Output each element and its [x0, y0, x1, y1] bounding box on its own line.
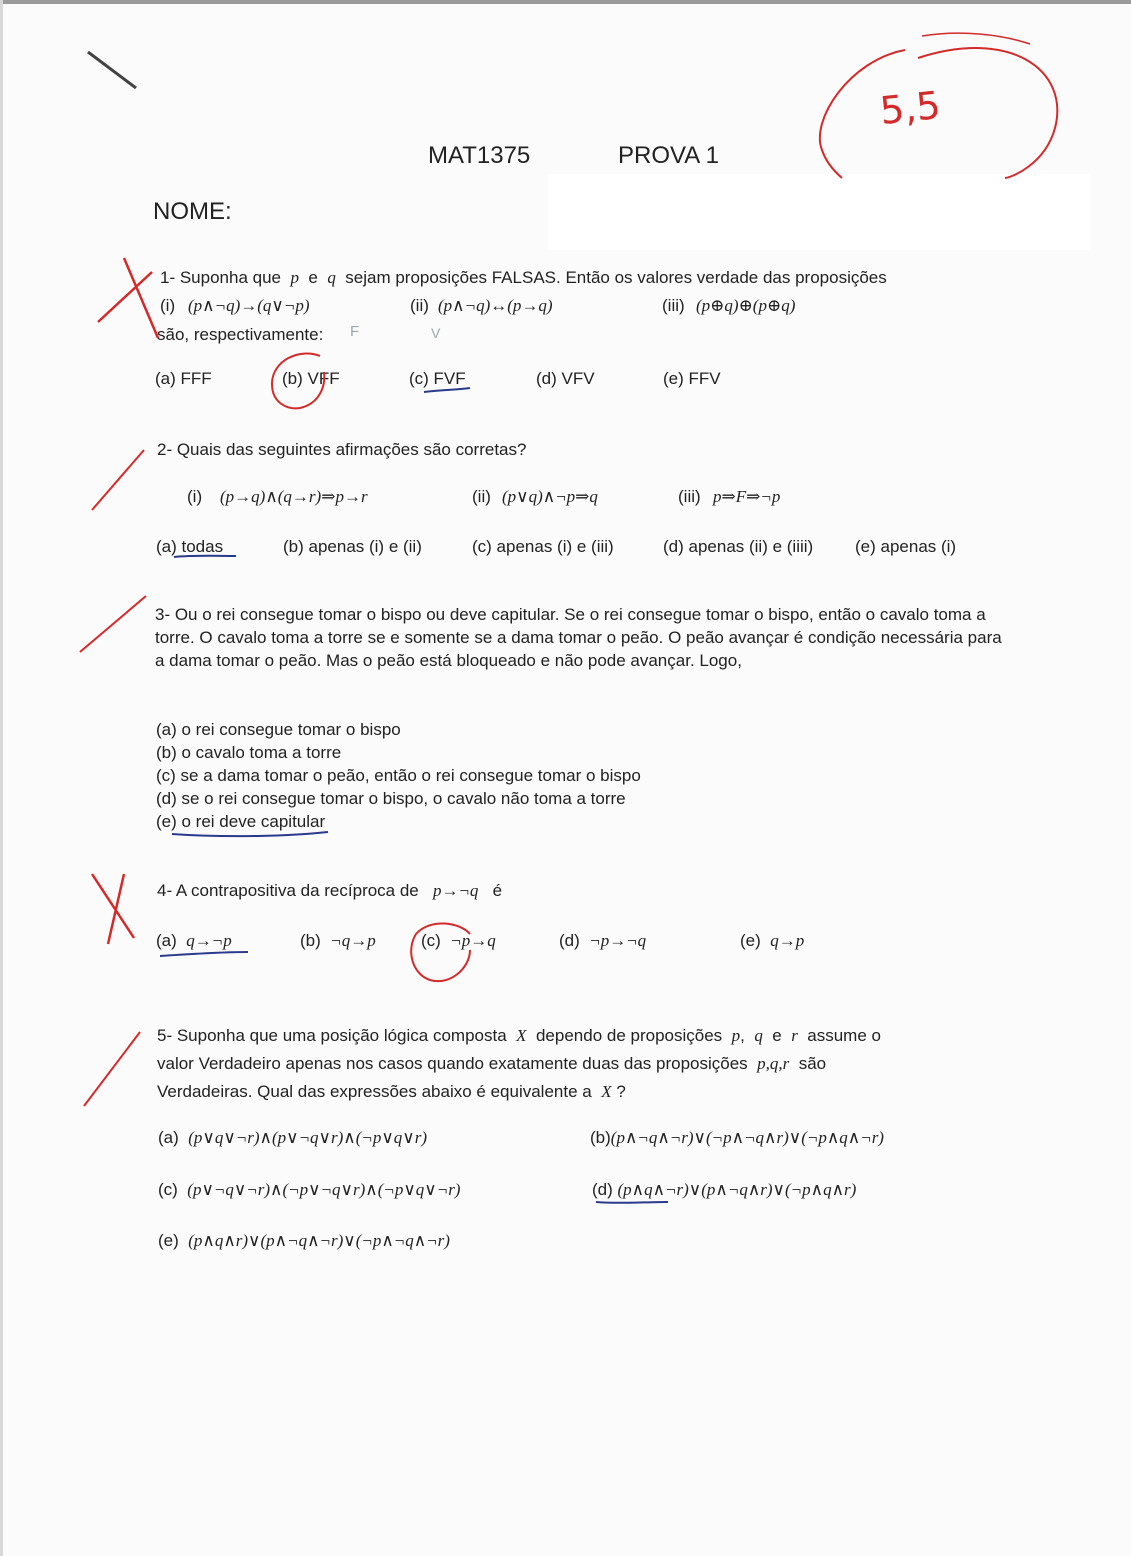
- top-pen-slash: [88, 52, 136, 88]
- q5-option-d-expr: (p∧q∧¬r)∨(p∧¬q∧r)∨(¬p∧q∧r): [617, 1180, 857, 1199]
- q4-option-b-label: (b): [300, 931, 321, 950]
- q5-option-e-expr: (p∧q∧r)∨(p∧¬q∧¬r)∨(¬p∧¬q∧¬r): [188, 1231, 450, 1250]
- q4-option-d[interactable]: [559, 931, 646, 951]
- q5-option-e-label: (e): [158, 1231, 179, 1250]
- q4-underline-a: [160, 952, 248, 956]
- q1-prop-ii: (p∧¬q)↔(p→q): [438, 296, 553, 315]
- q5-var-r: r: [791, 1026, 798, 1045]
- q4-option-e[interactable]: [740, 931, 804, 951]
- q4-option-e-expr: q→p: [770, 931, 805, 950]
- q4-line: [157, 881, 502, 901]
- q2-option-d[interactable]: (d) apenas (ii) e (iiii): [663, 537, 814, 556]
- q5-var-q: q: [754, 1026, 763, 1045]
- q2-prop-i: (p→q)∧(q→r)⇒p→r: [220, 487, 368, 506]
- q5-l1c: assume o: [807, 1026, 881, 1045]
- q2-option-c[interactable]: (c) apenas (i) e (iii): [472, 537, 614, 556]
- q5-l2a: valor Verdadeiro apenas nos casos quando exatamente duas das proposições: [157, 1054, 748, 1073]
- q5-option-c[interactable]: [158, 1180, 460, 1200]
- q1-option-a[interactable]: (a) FFF: [155, 369, 212, 388]
- q3-option-b[interactable]: (b) o cavalo toma a torre: [156, 743, 342, 762]
- q2-prop-iii-label: (iii): [678, 487, 701, 506]
- q3-option-e[interactable]: (e) o rei deve capitular: [156, 812, 326, 831]
- grade-circle-tail: [922, 33, 1030, 44]
- q5-option-d-label: (d): [592, 1180, 613, 1199]
- q1-prop-ii-label: (ii): [410, 296, 429, 315]
- q4-option-d-expr: ¬p→¬q: [589, 931, 647, 950]
- scan-left-edge: [0, 0, 3, 1556]
- q4-option-a[interactable]: [156, 931, 232, 951]
- exam-title: PROVA 1: [618, 142, 719, 169]
- q4-option-c-label: (c): [421, 931, 441, 950]
- q1-prop-iii: (p⊕q)⊕(p⊕q): [696, 296, 796, 315]
- name-label: NOME:: [153, 198, 232, 225]
- q1-conj: e: [308, 268, 318, 287]
- q2-prop-iii: p⇒F⇒¬p: [713, 487, 781, 506]
- q5-var-x: X: [516, 1026, 527, 1045]
- q1-option-b[interactable]: (b) VFF: [282, 369, 340, 388]
- q5-line2: [157, 1054, 826, 1074]
- q5-l1b: dependo de proposições: [535, 1026, 723, 1045]
- q1-var-q: q: [327, 268, 336, 287]
- q1-rest: sejam proposições FALSAS. Então os valores verdade das proposições: [345, 268, 887, 287]
- q1-option-d[interactable]: (d) VFV: [536, 369, 595, 388]
- q2-question: 2- Quais das seguintes afirmações são corretas?: [157, 440, 527, 459]
- q5-comma: ,: [740, 1026, 745, 1045]
- course-code: MAT1375: [428, 142, 531, 169]
- q1-intro: 1- Suponha que: [160, 268, 281, 287]
- q4-expr: p→¬q: [432, 881, 479, 900]
- q5-var-x-2: X: [601, 1082, 612, 1101]
- q3-underline-e: [172, 832, 328, 836]
- q2-option-e[interactable]: (e) apenas (i): [855, 537, 957, 556]
- q5-option-b[interactable]: [590, 1128, 884, 1148]
- q5-option-a-expr: (p∨q∨¬r)∧(p∨¬q∨r)∧(¬p∨q∨r): [188, 1128, 428, 1147]
- q3-option-c[interactable]: (c) se a dama tomar o peão, então o rei consegue tomar o bispo: [156, 766, 641, 785]
- q1-line1: [160, 268, 887, 288]
- q2-prop-i-label: (i): [187, 487, 203, 506]
- q5-pqr: p,q,r: [757, 1054, 790, 1073]
- q4-option-a-label: (a): [156, 931, 177, 950]
- q4-wrong-mark: [92, 874, 134, 944]
- q5-conj: e: [772, 1026, 782, 1045]
- q5-l1a: 5- Suponha que uma posição lógica composta: [157, 1026, 507, 1045]
- q5-option-d[interactable]: [592, 1180, 856, 1200]
- q2-prop-ii: (p∨q)∧¬p⇒q: [502, 487, 598, 506]
- q5-l2b: são: [798, 1054, 827, 1073]
- q4-option-e-label: (e): [740, 931, 761, 950]
- q1-wrong-mark: [98, 258, 158, 338]
- q4-option-d-label: (d): [559, 931, 580, 950]
- q4-option-b[interactable]: [300, 931, 376, 951]
- q5-option-c-label: (c): [158, 1180, 178, 1199]
- q5-option-e[interactable]: [158, 1231, 450, 1251]
- q5-l3b: ?: [616, 1082, 626, 1101]
- q1-handwritten-f: F: [350, 323, 360, 340]
- q4-option-b-expr: ¬q→p: [330, 931, 376, 950]
- q1-handwritten-v: V: [431, 325, 441, 341]
- q2-correct-mark: [92, 450, 144, 510]
- q5-option-b-label: (b): [590, 1128, 611, 1147]
- q1-prop-i: (p∧¬q)→(q∨¬p): [188, 296, 310, 315]
- q1-respectively: são, respectivamente:: [157, 325, 324, 344]
- q2-option-b[interactable]: (b) apenas (i) e (ii): [283, 537, 422, 556]
- q3-text: 3- Ou o rei consegue tomar o bispo ou deve capitular. Se o rei consegue tomar o bispo, então o cavalo toma a torre. O cavalo toma a torre se e somente se a dama tomar o peão. O peão avançar é condição necessária para a dama tomar o peão. Mas o peão está bloqueado e não pode avançar. Logo,: [155, 605, 1002, 670]
- q5-line1: [157, 1026, 881, 1046]
- q1-var-p: p: [290, 268, 299, 287]
- q1-option-c[interactable]: (c) FVF: [409, 369, 466, 388]
- q1-prop-i-label: (i): [160, 296, 176, 315]
- q5-underline-d: [596, 1202, 668, 1203]
- q4-intro: 4- A contrapositiva da recíproca de: [157, 881, 419, 900]
- q3-option-d[interactable]: (d) se o rei consegue tomar o bispo, o cavalo não toma a torre: [156, 789, 626, 808]
- q5-var-p: p: [731, 1026, 741, 1045]
- q4-option-c-expr: ¬p→q: [450, 931, 496, 950]
- q4-end: é: [492, 881, 503, 900]
- name-redaction: [548, 174, 1091, 250]
- scan-top-edge: [0, 0, 1131, 4]
- q3-option-a[interactable]: (a) o rei consegue tomar o bispo: [156, 720, 401, 739]
- q5-option-c-expr: (p∨¬q∨¬r)∧(¬p∨¬q∨r)∧(¬p∨q∨¬r): [187, 1180, 461, 1199]
- q2-prop-ii-label: (ii): [472, 487, 491, 506]
- q3-correct-mark: [80, 596, 146, 652]
- q5-option-b-expr: (p∧¬q∧¬r)∨(¬p∧¬q∧r)∨(¬p∧q∧¬r): [610, 1128, 884, 1147]
- q1-option-e[interactable]: (e) FFV: [663, 369, 721, 388]
- q4-option-a-expr: q→¬p: [186, 931, 232, 950]
- q5-correct-mark: [84, 1032, 140, 1106]
- q1-prop-iii-label: (iii): [662, 296, 685, 315]
- q5-option-a-label: (a): [158, 1128, 179, 1147]
- q5-line3: [157, 1082, 626, 1102]
- grade-score: 5,5: [877, 82, 943, 134]
- q5-option-a[interactable]: [158, 1128, 427, 1148]
- q4-option-c[interactable]: [421, 931, 496, 951]
- q2-option-a[interactable]: (a) todas: [156, 537, 224, 556]
- q5-l3a: Verdadeiras. Qual das expressões abaixo é equivalente a: [157, 1082, 592, 1101]
